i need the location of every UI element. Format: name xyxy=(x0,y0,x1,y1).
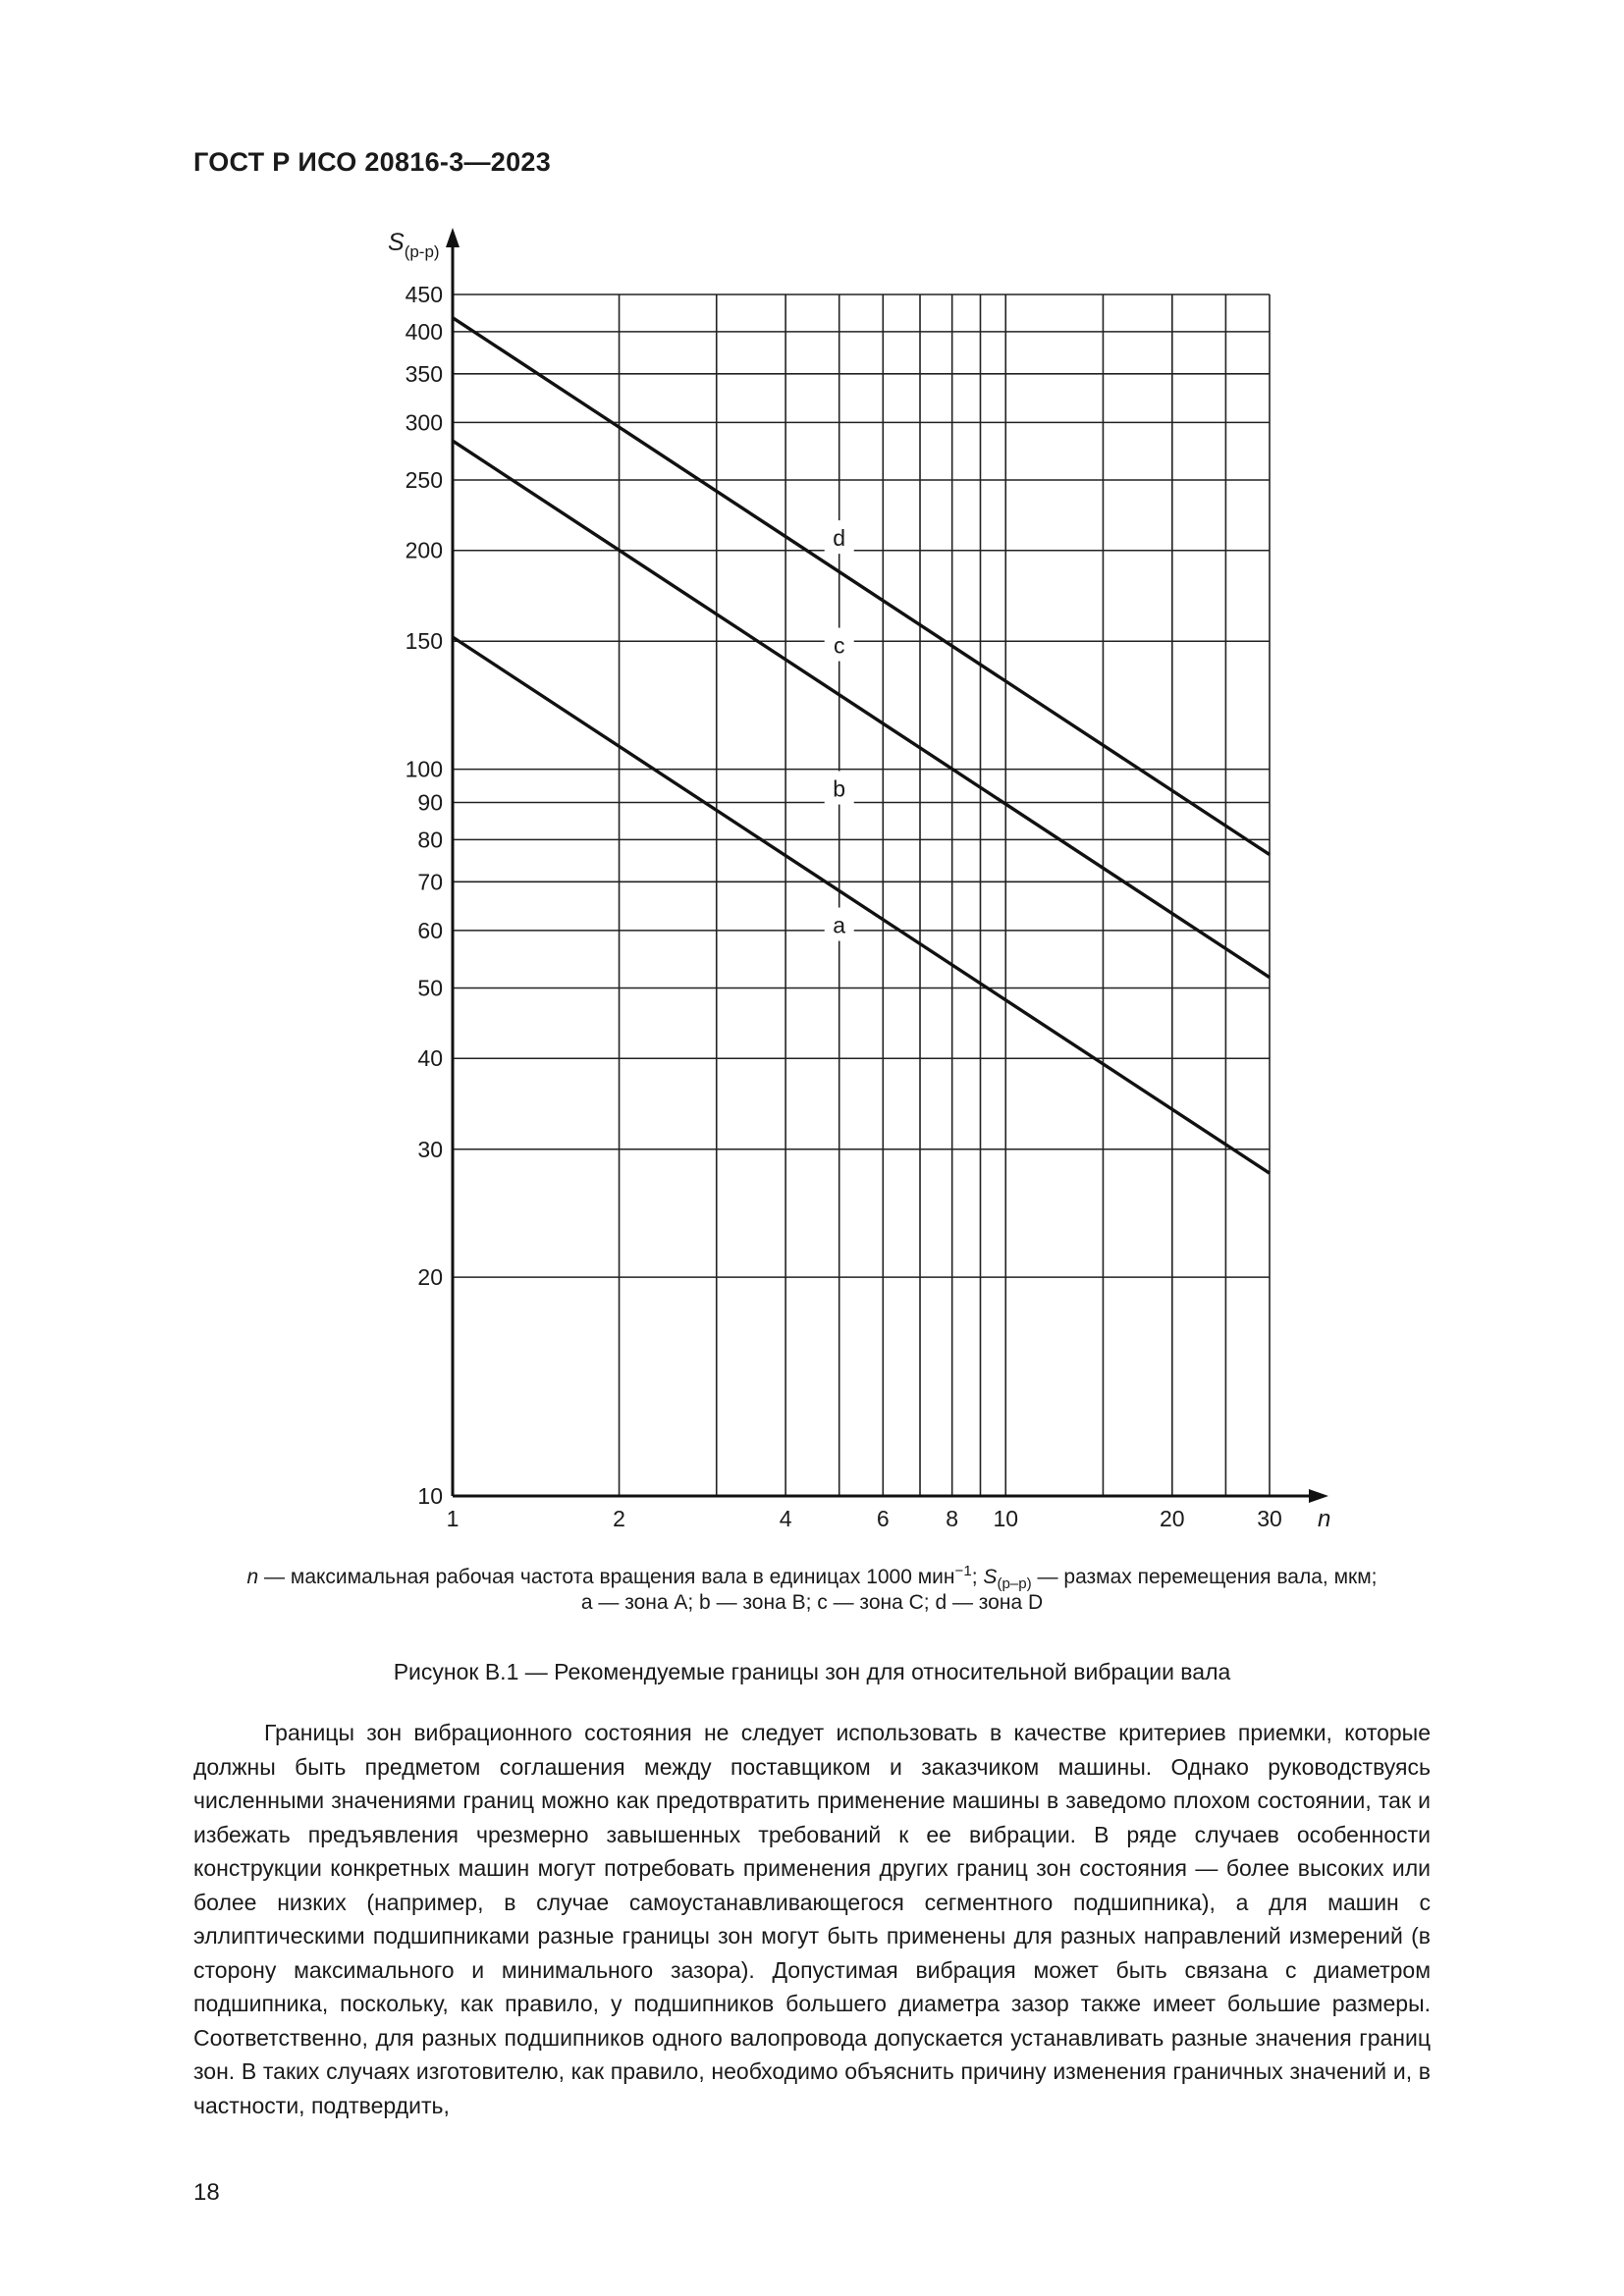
legend-n-symbol: n xyxy=(246,1566,259,1588)
y-tick-label-80: 80 xyxy=(417,827,443,853)
y-tick-label-250: 250 xyxy=(405,466,443,493)
y-tick-label-10: 10 xyxy=(417,1483,443,1509)
x-tick-label-2: 2 xyxy=(613,1506,625,1531)
y-tick-label-40: 40 xyxy=(417,1045,443,1072)
legend-separator: ; xyxy=(971,1566,984,1588)
x-tick-label-8: 8 xyxy=(946,1506,959,1531)
legend-s-text: — размах перемещения вала, мкм; xyxy=(1031,1566,1378,1588)
series-line-2 xyxy=(453,441,1270,978)
x-tick-label-6: 6 xyxy=(876,1506,890,1531)
legend-s-symbol: S xyxy=(983,1566,998,1588)
x-tick-label-10: 10 xyxy=(993,1506,1019,1531)
x-axis-arrow xyxy=(1309,1489,1328,1503)
y-tick-label-50: 50 xyxy=(417,975,443,1001)
y-tick-label-90: 90 xyxy=(417,789,443,816)
legend-n-text: — максимальная рабочая частота вращения вала в единицах 1000 мин xyxy=(258,1566,955,1588)
y-tick-label-60: 60 xyxy=(417,917,443,943)
zone-label-a: a xyxy=(833,912,846,938)
document-header: ГОСТ Р ИСО 20816-3—2023 xyxy=(193,147,552,177)
y-tick-label-450: 450 xyxy=(405,282,443,307)
x-axis-label: n xyxy=(1318,1506,1331,1532)
y-tick-label-20: 20 xyxy=(417,1264,443,1291)
legend-line-1 xyxy=(0,1563,1624,1593)
y-tick-label-30: 30 xyxy=(417,1136,443,1162)
body-paragraph: Границы зон вибрационного состояния не следует использовать в качестве критериев приемки, которые должны быть предметом соглашения между поставщиком и заказчиком машины. Однако руководствуясь численными значениями границ можно как предотвратить применение машины в заведомо плохом состоянии, так и избежать предъявления чрезмерно завышенных требований к ее вибрации. В ряде случаев особенности конструкции конкретных машин могут потребовать применения других границ зон состояния — более высоких или более низких (например, в случае самоустанавливающегося сегментного подшипника), а для машин с эллиптическими подшипниками разные границы зон могут быть применены для разных направлений измерений (в сторону максимального и минимального зазора). Допустимая вибрация может быть связана с диаметром подшипника, поскольку, как правило, у подшипников большего диаметра зазор также имеет большие размеры. Соответственно, для разных подшипников одного валопровода допускается устанавливать разные значения границ зон. В таких случаях изготовителю, как правило, необходимо объяснить причину изменения граничных значений и, в частности, подтвердить, xyxy=(193,1720,1431,2118)
page-number: 18 xyxy=(193,2179,220,2206)
x-tick-label-30: 30 xyxy=(1257,1506,1282,1531)
series-line-1 xyxy=(453,637,1270,1173)
legend-s-subscript: (p–p) xyxy=(997,1575,1032,1593)
legend-n-exponent: −1 xyxy=(954,1563,972,1579)
x-tick-label-4: 4 xyxy=(779,1506,792,1531)
y-tick-label-150: 150 xyxy=(405,628,443,655)
y-tick-label-300: 300 xyxy=(405,409,443,436)
legend-line-2: a — зона A; b — зона B; c — зона C; d — зона D xyxy=(580,1591,1044,1614)
y-axis-arrow xyxy=(446,228,460,247)
y-tick-label-400: 400 xyxy=(405,318,443,345)
y-tick-label-350: 350 xyxy=(405,360,443,387)
y-tick-label-100: 100 xyxy=(405,756,443,782)
y-axis-label: $S_{(p-p)}$ xyxy=(388,229,440,261)
series-line-3 xyxy=(453,318,1270,855)
tick-labels xyxy=(388,229,1330,1532)
x-tick-label-1: 1 xyxy=(446,1506,460,1531)
figure-caption: Рисунок B.1 — Рекомендуемые границы зон для относительной вибрации вала xyxy=(393,1659,1231,1684)
axes xyxy=(446,228,1328,1503)
zone-label-b: b xyxy=(833,775,846,802)
y-tick-label-200: 200 xyxy=(405,537,443,563)
y-tick-label-70: 70 xyxy=(417,869,443,895)
series xyxy=(453,318,1270,1173)
x-tick-label-20: 20 xyxy=(1160,1506,1185,1531)
zone-label-d: d xyxy=(833,525,846,552)
zone-label-c: c xyxy=(833,632,845,659)
